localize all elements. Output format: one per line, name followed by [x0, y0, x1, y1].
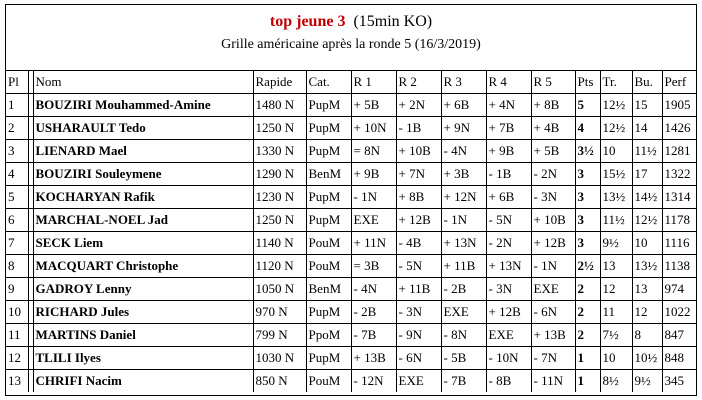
results-document	[5, 4, 697, 396]
cell-name: BOUZIRI Mouhammed-Amine	[33, 94, 253, 117]
cell-round-1: + 10N	[351, 117, 396, 140]
cell-round-2: - 6N	[396, 347, 441, 370]
cell-round-3: EXE	[441, 301, 486, 324]
cell-round-2: - 1B	[396, 117, 441, 140]
cell-performance: 1281	[662, 140, 696, 163]
standings-body	[6, 71, 696, 392]
cell-rapid-rating: 1250 N	[253, 117, 306, 140]
cell-rapid-rating: 1050 N	[253, 278, 306, 301]
cell-round-4: - 10N	[486, 347, 531, 370]
cell-tiebreak-tr: 11½	[600, 209, 632, 232]
cell-round-3: - 7B	[441, 370, 486, 393]
cell-round-3: + 3B	[441, 163, 486, 186]
table-row	[6, 209, 696, 232]
cell-round-2: + 7N	[396, 163, 441, 186]
header-round-5: R 5	[531, 71, 575, 94]
cell-round-1: - 7B	[351, 324, 396, 347]
cell-place: 1	[6, 94, 28, 117]
header-round-2: R 2	[396, 71, 441, 94]
cell-name: RICHARD Jules	[33, 301, 253, 324]
cell-name: KOCHARYAN Rafik	[33, 186, 253, 209]
cell-round-3: - 5B	[441, 347, 486, 370]
cell-round-5: + 8B	[531, 94, 575, 117]
cell-performance: 1426	[662, 117, 696, 140]
cell-name: GADROY Lenny	[33, 278, 253, 301]
table-row	[6, 370, 696, 393]
cell-round-1: - 1N	[351, 186, 396, 209]
cell-round-1: - 4N	[351, 278, 396, 301]
cell-round-1: - 2B	[351, 301, 396, 324]
cell-round-5: - 2N	[531, 163, 575, 186]
header-name: Nom	[33, 71, 253, 94]
cell-performance: 1116	[662, 232, 696, 255]
cell-place: 5	[6, 186, 28, 209]
cell-round-5: EXE	[531, 278, 575, 301]
standings-table	[6, 71, 696, 392]
cell-tiebreak-bu: 15	[632, 94, 662, 117]
cell-name: LIENARD Mael	[33, 140, 253, 163]
cell-round-2: - 5N	[396, 255, 441, 278]
cell-round-2: EXE	[396, 370, 441, 393]
cell-points: 3	[575, 232, 600, 255]
cell-performance: 1314	[662, 186, 696, 209]
cell-round-4: + 9B	[486, 140, 531, 163]
cell-performance: 974	[662, 278, 696, 301]
cell-round-4: - 8B	[486, 370, 531, 393]
cell-round-1: + 11N	[351, 232, 396, 255]
cell-place: 11	[6, 324, 28, 347]
cell-round-2: + 10B	[396, 140, 441, 163]
cell-name: SECK Liem	[33, 232, 253, 255]
cell-round-4: - 5N	[486, 209, 531, 232]
cell-round-5: - 1N	[531, 255, 575, 278]
cell-tiebreak-tr: 11	[600, 301, 632, 324]
table-row	[6, 324, 696, 347]
cell-rapid-rating: 799 N	[253, 324, 306, 347]
cell-tiebreak-bu: 11½	[632, 140, 662, 163]
cell-rapid-rating: 1230 N	[253, 186, 306, 209]
cell-round-1: - 12N	[351, 370, 396, 393]
cell-tiebreak-tr: 7½	[600, 324, 632, 347]
header-performance: Perf	[662, 71, 696, 94]
cell-tiebreak-bu: 14½	[632, 186, 662, 209]
cell-category: PupM	[306, 117, 351, 140]
cell-tiebreak-tr: 10	[600, 347, 632, 370]
cell-points: 2	[575, 301, 600, 324]
cell-round-4: + 13N	[486, 255, 531, 278]
cell-category: PouM	[306, 255, 351, 278]
cell-round-5: - 3N	[531, 186, 575, 209]
table-row	[6, 255, 696, 278]
table-row	[6, 94, 696, 117]
cell-place: 9	[6, 278, 28, 301]
cell-performance: 1322	[662, 163, 696, 186]
table-row	[6, 140, 696, 163]
cell-tiebreak-bu: 10	[632, 232, 662, 255]
cell-round-2: + 12B	[396, 209, 441, 232]
cell-tiebreak-tr: 12	[600, 278, 632, 301]
cell-category: PupM	[306, 186, 351, 209]
cell-round-5: - 11N	[531, 370, 575, 393]
cell-name: USHARAULT Tedo	[33, 117, 253, 140]
cell-place: 13	[6, 370, 28, 393]
cell-round-5: + 4B	[531, 117, 575, 140]
cell-round-4: + 4N	[486, 94, 531, 117]
cell-tiebreak-bu: 9½	[632, 370, 662, 393]
cell-place: 7	[6, 232, 28, 255]
cell-performance: 1138	[662, 255, 696, 278]
cell-performance: 1905	[662, 94, 696, 117]
cell-category: PouM	[306, 370, 351, 393]
header-points: Pts	[575, 71, 600, 94]
cell-round-2: - 9N	[396, 324, 441, 347]
cell-place: 3	[6, 140, 28, 163]
cell-round-4: + 7B	[486, 117, 531, 140]
cell-tiebreak-tr: 13½	[600, 186, 632, 209]
cell-rapid-rating: 850 N	[253, 370, 306, 393]
cell-points: 3	[575, 186, 600, 209]
cell-round-4: EXE	[486, 324, 531, 347]
table-row	[6, 347, 696, 370]
grid-subtitle: Grille américaine après la ronde 5 (16/3/2019)	[221, 37, 481, 52]
cell-tiebreak-tr: 8½	[600, 370, 632, 393]
cell-category: BenM	[306, 278, 351, 301]
cell-points: 2	[575, 324, 600, 347]
cell-performance: 345	[662, 370, 696, 393]
cell-tiebreak-bu: 10½	[632, 347, 662, 370]
cell-round-5: + 13B	[531, 324, 575, 347]
header-rapid-rating: Rapide	[253, 71, 306, 94]
cell-round-5: + 10B	[531, 209, 575, 232]
cell-category: PouM	[306, 232, 351, 255]
cell-round-1: + 5B	[351, 94, 396, 117]
cell-round-3: - 8N	[441, 324, 486, 347]
cell-points: 3	[575, 163, 600, 186]
cell-tiebreak-bu: 17	[632, 163, 662, 186]
cell-place: 10	[6, 301, 28, 324]
cell-round-1: + 13B	[351, 347, 396, 370]
cell-points: 5	[575, 94, 600, 117]
header-round-1: R 1	[351, 71, 396, 94]
cell-place: 8	[6, 255, 28, 278]
cell-tiebreak-bu: 13½	[632, 255, 662, 278]
cell-category: PupM	[306, 209, 351, 232]
cell-name: MARCHAL-NOEL Jad	[33, 209, 253, 232]
cell-points: 1	[575, 347, 600, 370]
cell-name: CHRIFI Nacim	[33, 370, 253, 393]
cell-tiebreak-tr: 10	[600, 140, 632, 163]
header-round-4: R 4	[486, 71, 531, 94]
cell-tiebreak-tr: 9½	[600, 232, 632, 255]
cell-tiebreak-tr: 12½	[600, 117, 632, 140]
cell-round-4: - 1B	[486, 163, 531, 186]
cell-tiebreak-bu: 12½	[632, 209, 662, 232]
cell-name: TLILI Ilyes	[33, 347, 253, 370]
cell-category: PupM	[306, 140, 351, 163]
cell-rapid-rating: 1290 N	[253, 163, 306, 186]
cell-round-1: + 9B	[351, 163, 396, 186]
cell-round-2: + 8B	[396, 186, 441, 209]
cell-points: 2½	[575, 255, 600, 278]
cell-place: 4	[6, 163, 28, 186]
cell-tiebreak-tr: 13	[600, 255, 632, 278]
cell-place: 12	[6, 347, 28, 370]
table-row	[6, 163, 696, 186]
cell-category: BenM	[306, 163, 351, 186]
cell-points: 3	[575, 209, 600, 232]
cell-round-4: + 12B	[486, 301, 531, 324]
cell-round-3: - 2B	[441, 278, 486, 301]
cell-round-5: - 7N	[531, 347, 575, 370]
cell-rapid-rating: 1030 N	[253, 347, 306, 370]
cell-tiebreak-bu: 8	[632, 324, 662, 347]
cell-performance: 1022	[662, 301, 696, 324]
cell-place: 6	[6, 209, 28, 232]
cell-tiebreak-bu: 12	[632, 301, 662, 324]
cell-performance: 848	[662, 347, 696, 370]
cell-rapid-rating: 1480 N	[253, 94, 306, 117]
cell-performance: 1178	[662, 209, 696, 232]
cell-rapid-rating: 1140 N	[253, 232, 306, 255]
cell-round-3: + 12N	[441, 186, 486, 209]
header-round-3: R 3	[441, 71, 486, 94]
header-tiebreak-tr: Tr.	[600, 71, 632, 94]
tournament-format: (15min KO)	[353, 13, 433, 30]
cell-round-1: EXE	[351, 209, 396, 232]
header-tiebreak-bu: Bu.	[632, 71, 662, 94]
cell-round-3: + 11B	[441, 255, 486, 278]
header-place: Pl	[6, 71, 28, 94]
cell-name: MACQUART Christophe	[33, 255, 253, 278]
cell-round-2: + 11B	[396, 278, 441, 301]
cell-round-2: - 4B	[396, 232, 441, 255]
cell-points: 2	[575, 278, 600, 301]
tournament-title: top jeune 3	[269, 13, 346, 30]
cell-round-3: - 1N	[441, 209, 486, 232]
cell-points: 3½	[575, 140, 600, 163]
table-row	[6, 117, 696, 140]
cell-category: PpoM	[306, 324, 351, 347]
table-row	[6, 232, 696, 255]
table-row	[6, 278, 696, 301]
cell-category: PupM	[306, 347, 351, 370]
cell-points: 4	[575, 117, 600, 140]
document-header	[6, 5, 696, 71]
cell-round-2: - 3N	[396, 301, 441, 324]
cell-round-3: - 4N	[441, 140, 486, 163]
cell-rapid-rating: 970 N	[253, 301, 306, 324]
cell-rapid-rating: 1120 N	[253, 255, 306, 278]
cell-tiebreak-bu: 13	[632, 278, 662, 301]
cell-round-1: = 3B	[351, 255, 396, 278]
cell-place: 2	[6, 117, 28, 140]
cell-round-4: - 3N	[486, 278, 531, 301]
cell-round-3: + 6B	[441, 94, 486, 117]
cell-name: MARTINS Daniel	[33, 324, 253, 347]
table-row	[6, 301, 696, 324]
cell-tiebreak-tr: 15½	[600, 163, 632, 186]
cell-round-1: = 8N	[351, 140, 396, 163]
cell-category: PupM	[306, 301, 351, 324]
cell-category: PupM	[306, 94, 351, 117]
cell-tiebreak-bu: 14	[632, 117, 662, 140]
cell-round-5: + 12B	[531, 232, 575, 255]
cell-rapid-rating: 1330 N	[253, 140, 306, 163]
cell-round-4: + 6B	[486, 186, 531, 209]
cell-round-5: - 6N	[531, 301, 575, 324]
cell-round-4: - 2N	[486, 232, 531, 255]
cell-round-3: + 9N	[441, 117, 486, 140]
cell-rapid-rating: 1250 N	[253, 209, 306, 232]
cell-round-2: + 2N	[396, 94, 441, 117]
header-category: Cat.	[306, 71, 351, 94]
cell-name: BOUZIRI Souleymene	[33, 163, 253, 186]
table-header-row	[6, 71, 696, 94]
cell-points: 1	[575, 370, 600, 393]
cell-round-5: + 5B	[531, 140, 575, 163]
cell-performance: 847	[662, 324, 696, 347]
title-line	[6, 5, 696, 31]
table-row	[6, 186, 696, 209]
cell-tiebreak-tr: 12½	[600, 94, 632, 117]
cell-round-3: + 13N	[441, 232, 486, 255]
